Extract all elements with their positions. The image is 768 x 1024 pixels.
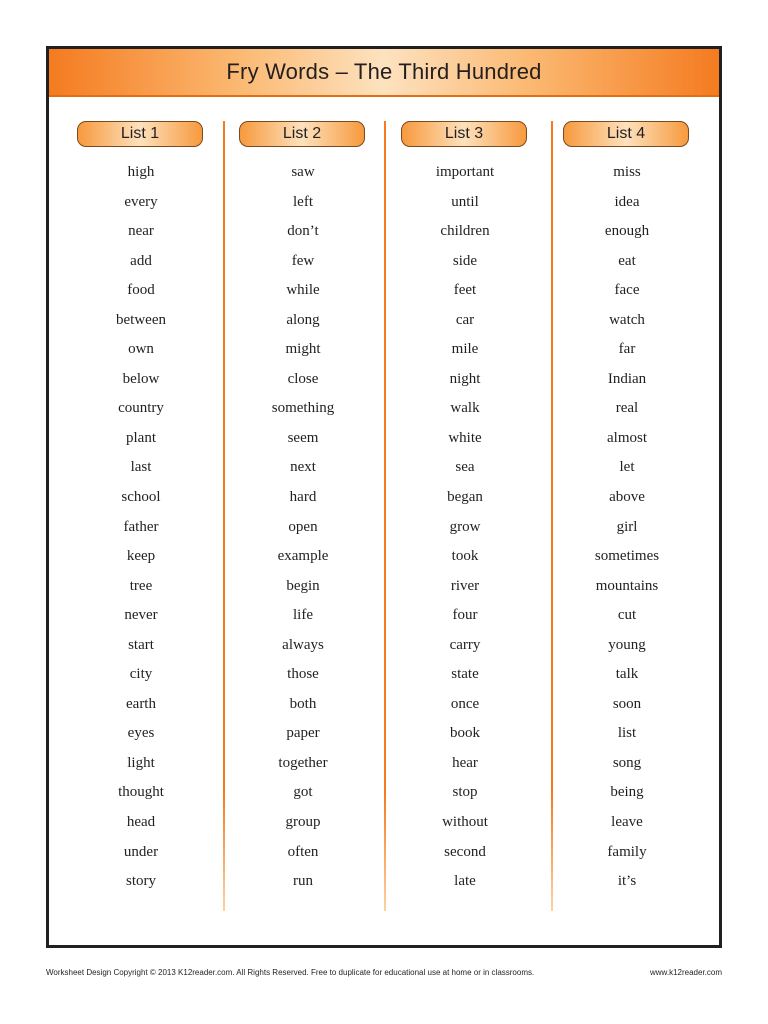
- word-item: start: [128, 636, 154, 653]
- column-divider: [223, 121, 225, 911]
- word-item: enough: [604, 223, 650, 240]
- word-list-items: [563, 158, 691, 897]
- word-item: city: [129, 666, 153, 683]
- word-item: important: [435, 164, 495, 180]
- word-item: open: [288, 518, 318, 535]
- word-list-2: [239, 121, 367, 913]
- word-item: grow: [449, 518, 481, 535]
- word-item: between: [116, 311, 166, 328]
- list-header: List 4: [563, 121, 689, 147]
- list-header: List 3: [401, 121, 527, 147]
- word-list-1: [77, 121, 205, 913]
- word-item: hard: [289, 489, 317, 506]
- word-item: almost: [607, 429, 647, 446]
- word-item: begin: [286, 577, 320, 594]
- worksheet-title: Fry Words – The Third Hundred: [226, 59, 542, 84]
- word-item: every: [124, 193, 158, 210]
- word-item: stop: [452, 784, 478, 801]
- word-item: watch: [609, 311, 645, 328]
- word-item: own: [128, 341, 154, 358]
- word-list-4: [563, 121, 691, 913]
- word-item: hear: [452, 754, 478, 771]
- word-item: let: [619, 459, 635, 476]
- word-item: often: [287, 843, 319, 860]
- word-item: along: [286, 311, 320, 328]
- word-item: always: [282, 636, 324, 653]
- word-item: list: [617, 725, 637, 742]
- copyright-notice: Worksheet Design Copyright © 2013 K12reader.com. All Rights Reserved. Free to duplicate for educational use at home or in classrooms.: [46, 968, 535, 977]
- word-item: face: [614, 282, 640, 299]
- word-item: song: [612, 754, 642, 771]
- word-item: until: [451, 193, 479, 210]
- word-item: group: [285, 814, 321, 831]
- word-item: school: [121, 489, 161, 506]
- word-item: sea: [455, 459, 475, 476]
- word-item: near: [128, 223, 154, 240]
- word-item: four: [452, 607, 478, 624]
- word-item: add: [130, 252, 152, 269]
- word-item: carry: [449, 636, 481, 653]
- column-divider: [384, 121, 386, 911]
- word-item: together: [278, 754, 328, 771]
- word-item: family: [607, 843, 647, 860]
- word-item: close: [287, 370, 319, 387]
- word-item: real: [615, 400, 639, 417]
- word-item: under: [123, 843, 159, 860]
- word-item: second: [444, 843, 486, 860]
- word-item: eat: [618, 252, 636, 269]
- word-item: thought: [118, 784, 164, 801]
- word-item: it’s: [617, 873, 637, 890]
- word-item: mountains: [595, 577, 659, 594]
- list-header: List 2: [239, 121, 365, 147]
- word-item: last: [130, 459, 152, 476]
- word-list-items: [77, 158, 205, 897]
- word-item: high: [127, 164, 155, 180]
- word-item: without: [442, 814, 488, 831]
- word-item: head: [126, 814, 156, 831]
- word-item: state: [451, 666, 479, 683]
- word-item: cut: [617, 607, 637, 624]
- word-item: young: [608, 636, 646, 653]
- word-item: while: [286, 282, 320, 299]
- word-item: night: [449, 370, 481, 387]
- word-item: leave: [611, 814, 643, 831]
- word-item: run: [293, 873, 313, 890]
- word-item: side: [452, 252, 478, 269]
- word-item: seem: [287, 429, 319, 446]
- word-item: father: [123, 518, 159, 535]
- word-item: paper: [286, 725, 320, 742]
- word-item: late: [454, 873, 476, 890]
- word-item: began: [447, 489, 483, 506]
- word-item: eyes: [127, 725, 155, 742]
- word-item: saw: [291, 164, 315, 180]
- word-item: left: [293, 193, 313, 210]
- column-divider: [551, 121, 553, 911]
- word-item: story: [126, 873, 156, 890]
- title-banner: [49, 49, 719, 97]
- word-item: never: [124, 607, 158, 624]
- word-item: earth: [126, 695, 156, 712]
- word-item: idea: [614, 193, 640, 210]
- word-list-items: [401, 158, 529, 897]
- word-item: tree: [129, 577, 153, 594]
- word-item: light: [127, 754, 155, 771]
- word-item: feet: [453, 282, 477, 299]
- website-link[interactable]: www.k12reader.com: [649, 968, 722, 977]
- word-item: talk: [615, 666, 639, 683]
- word-item: girl: [616, 518, 638, 535]
- word-item: car: [455, 311, 475, 328]
- word-item: keep: [126, 548, 156, 565]
- word-item: being: [610, 784, 644, 801]
- word-item: walk: [450, 400, 480, 417]
- list-header: List 1: [77, 121, 203, 147]
- word-item: above: [609, 489, 645, 506]
- word-item: mile: [451, 341, 479, 358]
- word-item: white: [448, 429, 482, 446]
- word-item: soon: [612, 695, 642, 712]
- word-item: example: [277, 548, 329, 565]
- word-item: river: [450, 577, 480, 594]
- word-item: got: [293, 784, 313, 801]
- word-item: food: [127, 282, 155, 299]
- word-item: took: [451, 548, 479, 565]
- word-item: few: [291, 252, 315, 269]
- word-item: country: [118, 400, 164, 417]
- word-list-3: [401, 121, 529, 913]
- word-item: life: [293, 607, 313, 624]
- word-item: don’t: [287, 223, 319, 240]
- word-item: book: [450, 725, 480, 742]
- word-item: might: [285, 341, 321, 358]
- word-item: sometimes: [594, 548, 660, 565]
- word-item: next: [290, 459, 316, 476]
- worksheet-frame: [46, 46, 722, 948]
- word-item: both: [289, 695, 317, 712]
- word-list-items: [239, 158, 367, 897]
- word-item: something: [271, 400, 335, 417]
- word-item: once: [450, 695, 480, 712]
- word-item: miss: [613, 164, 641, 180]
- word-item: those: [287, 666, 319, 683]
- word-item: Indian: [607, 370, 647, 387]
- word-item: plant: [126, 429, 156, 446]
- word-item: children: [440, 223, 490, 240]
- word-item: far: [618, 341, 636, 358]
- word-item: below: [122, 370, 160, 387]
